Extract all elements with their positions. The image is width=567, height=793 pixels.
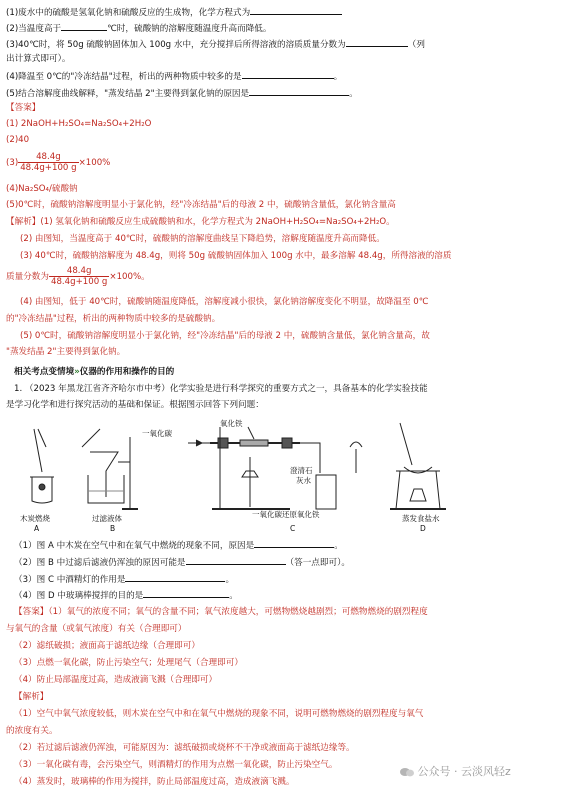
question-line: (4)降温至 0℃的"冷冻结晶"过程，析出的两种物质中较多的是 。 (6, 69, 567, 84)
answer-line: （2）滤纸破损；液面高于滤纸边缘（合理即可） (14, 641, 200, 651)
question-line: (1)废水中的硫酸是氢氧化钠和硫酸反应的生成物，化学方程式为 (6, 5, 567, 20)
sub-question: （4）图 D 中玻璃棒搅拌的目的是 。 (14, 588, 567, 603)
label-limewater: 澄清石 (290, 466, 313, 475)
sub-question: （2）图 B 中过滤后滤液仍浑浊的原因可能是 （答一点即可）。 (14, 555, 567, 570)
answer-blank (346, 37, 408, 47)
caption-d: 蒸发食盐水 (402, 514, 440, 523)
filtration-apparatus (82, 429, 138, 509)
letter-a: A (34, 524, 40, 533)
question-stem: 是学习化学和进行探究活动的基础和保证。根据图示回答下列问题： (6, 400, 264, 410)
fraction: $\frac{48.4g}{48.4g+100 g}$ (50, 266, 108, 287)
question-line: (5)结合溶解度曲线解释，"蒸发结晶 2"主要得到氯化钠的原因是 。 (6, 86, 567, 101)
answer-blank (254, 538, 334, 548)
answer-line: (5)0℃时，硫酸钠溶解度明显小于氯化钠，经"冷冻结晶"后的母液 2 中，硫酸钠含量低，氯化钠含量高 (6, 200, 396, 210)
analysis-line: (3) 40℃时，硫酸钠溶解度为 48.4g，则将 50g 硫酸钠固体加入 100g 水中，最多溶解 48.4g，所得溶液的溶质 (20, 251, 452, 261)
answer-fraction-line: (3) $\frac{48.4g}{48.4g+100 g}$ ×100% (6, 152, 111, 173)
co-reduction-apparatus (188, 427, 362, 509)
analysis-line: （3）一氧化碳有毒，会污染空气，则酒精灯的作用为点燃一氧化碳，防止污染空气。 (14, 760, 338, 770)
sub-question: （3）图 C 中酒精灯的作用是 。 (14, 572, 567, 587)
caption-a: 木炭燃烧 (20, 514, 50, 523)
question-stem: 1. （2023 年黑龙江省齐齐哈尔市中考）化学实验是进行科学探究的重要方式之一，具备基本的化学实验技能 (14, 384, 428, 394)
watermark: 公众号 · 云淡风轻z (400, 763, 511, 779)
analysis-line: 的浓度有关。 (6, 726, 58, 736)
answer-line: (2)40 (6, 135, 30, 145)
analysis-line: (4) 由图知，低于 40℃时，硫酸钠随温度降低，溶解度减小很快，氯化钠溶解度变化不明显，故降温至 0℃ (20, 297, 429, 307)
analysis-line: （1）空气中氧气浓度较低，则木炭在空气中和在氧气中燃烧的现象不同，说明可燃物燃烧的剧烈程度与氧气 (14, 709, 424, 719)
answer-blank (143, 588, 229, 598)
answer-blank (250, 5, 342, 15)
analysis-line: 【解析】(1) 氢氧化钠和硫酸反应生成硫酸钠和水，化学方程式为 2NaOH+H₂SO₄=Na₂SO₄+2H₂O。 (6, 217, 395, 227)
answer-blank (249, 86, 349, 96)
answer-line: (1) 2NaOH+H₂SO₄=Na₂SO₄+2H₂O (6, 119, 152, 129)
wechat-icon (400, 767, 414, 777)
analysis-line: (5) 0℃时，硫酸钠溶解度明显小于氯化钠，经"冷冻结晶"后的母液 2 中，硫酸钠含量低，氯化钠含量高，故 (20, 331, 430, 341)
letter-d: D (420, 524, 426, 533)
answer-line: （4）防止局部温度过高，造成液滴飞溅（合理即可） (14, 675, 218, 685)
sub-question: （1）图 A 中木炭在空气中和在氧气中燃烧的现象不同，原因是 。 (14, 538, 567, 553)
evaporation-apparatus (390, 423, 446, 509)
answer-line: 与氧气的含量（或氧气浓度）有关（合理即可） (6, 624, 187, 634)
letter-c: C (290, 524, 296, 533)
analysis-label: 【解析】 (14, 692, 49, 702)
analysis-fraction-line: 质量分数为 $\frac{48.4g}{48.4g+100 g}$ ×100%。 (6, 266, 150, 287)
answer-blank (61, 21, 107, 31)
analysis-line: （2）若过滤后滤液仍浑浊，可能原因为：滤纸破损或烧杯不干净或液面高于滤纸边缘等。 (14, 743, 355, 753)
analysis-line: 的"冷冻结晶"过程，析出的两种物质中较多的是硫酸钠。 (6, 314, 221, 324)
question-line: 出计算式即可）。 (6, 54, 71, 64)
answer-line: （3）点燃一氧化碳，防止污染空气；处理尾气（合理即可） (14, 658, 243, 668)
answer-label: 【答案】 (6, 103, 41, 113)
question-line: (3)40℃时，将 50g 硫酸钠固体加入 100g 水中，充分搅拌后所得溶液的溶质质量分数为 （列 (6, 37, 567, 52)
analysis-line: (2) 由图知，当温度高于 40℃时，硫酸钠的溶解度曲线呈下降趋势，溶解度随温度升高而降低。 (20, 234, 385, 244)
caption-b: 过滤液体 (92, 514, 122, 523)
answer-blank (242, 69, 334, 79)
label-limewater-2: 灰水 (296, 476, 311, 485)
caption-c: 一氧化碳还原氧化铁 (252, 510, 320, 519)
label-iron-oxide: 氧化铁 (220, 419, 243, 428)
letter-b: B (110, 524, 116, 533)
answer-line: (4)Na₂SO₄/硫酸钠 (6, 184, 78, 194)
answer-blank (186, 555, 286, 565)
answer-blank (125, 572, 225, 582)
section-title: 相关考点变情境»仪器的作用和操作的目的 (14, 367, 175, 377)
question-line: (2)当温度高于 ℃时，硫酸钠的溶解度随温度升高而降低。 (6, 21, 567, 36)
fraction: $\frac{48.4g}{48.4g+100 g}$ (20, 152, 77, 173)
answer-line: 【答案】（1）氧气的浓度不同；氧气的含量不同；氧气浓度越大，可燃物燃烧越剧烈；可燃物燃烧的剧烈程度 (14, 607, 428, 617)
analysis-line: "蒸发结晶 2"主要得到氯化钠。 (6, 347, 126, 357)
charcoal-burning-apparatus (30, 429, 54, 503)
analysis-line: （4）蒸发时，玻璃棒的作用为搅拌，防止局部温度过高，造成液滴飞溅。 (14, 777, 295, 787)
label-carbon-monoxide: 一氧化碳 (142, 429, 172, 438)
